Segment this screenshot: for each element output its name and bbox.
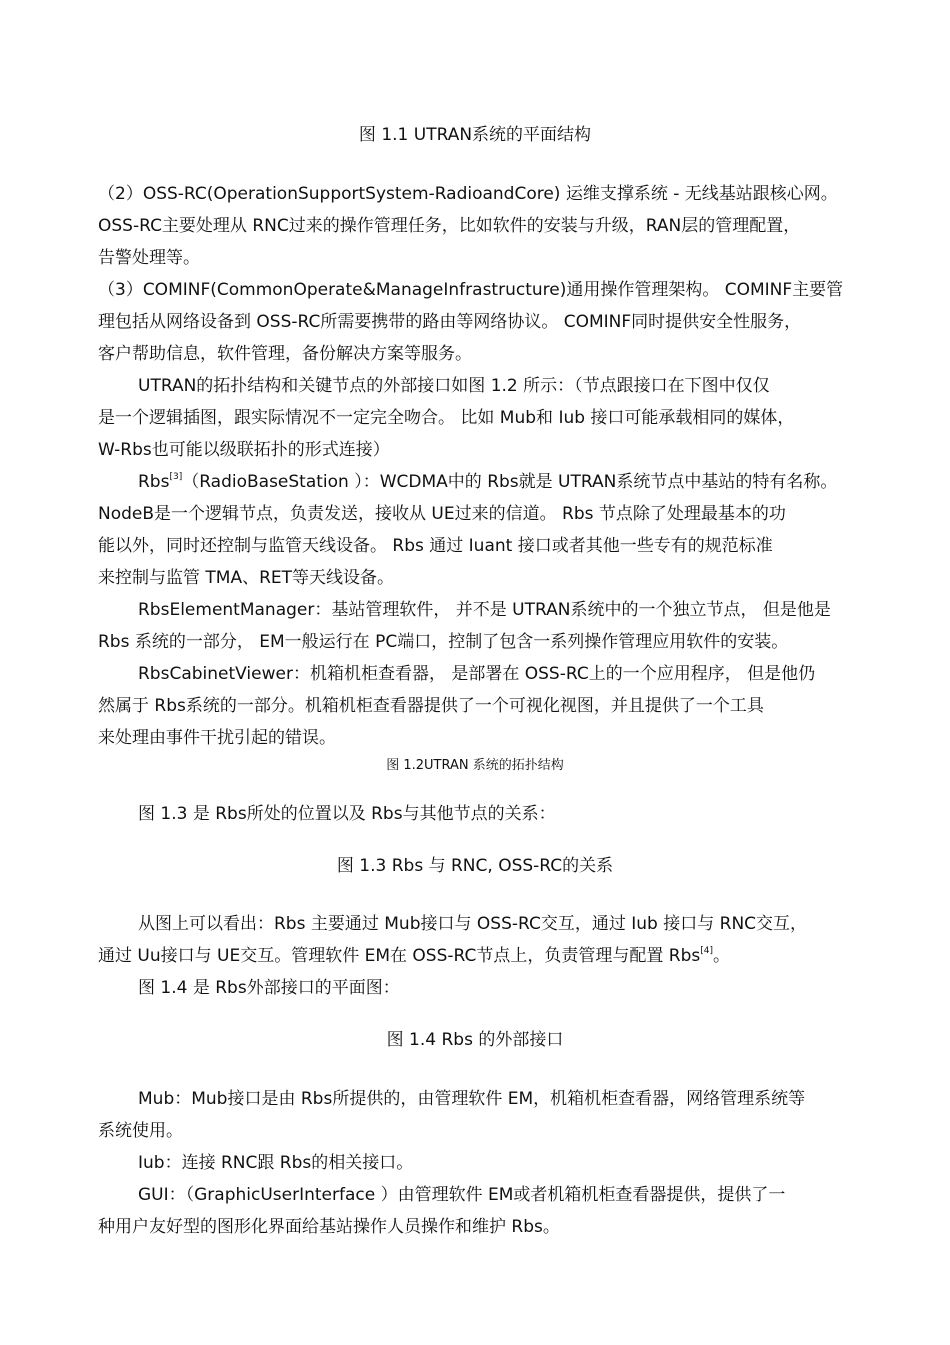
figure-1-3-caption: 图 1.3 Rbs 与 RNC, OSS-RC的关系 [336, 856, 614, 876]
text-line: 图 1.3 是 Rbs所处的位置以及 Rbs与其他节点的关系： [138, 804, 556, 824]
paragraph-from-figure [98, 908, 846, 972]
text-line: 来控制与监管 TMA、RET等天线设备。 [98, 568, 395, 588]
text-line: 客户帮助信息，软件管理，备份解决方案等服务。 [98, 344, 472, 364]
text-line: Mub：Mub接口是由 Rbs所提供的，由管理软件 EM，机箱机柜查看器，网络管理系统等 [138, 1089, 806, 1109]
text-fragment: （RadioBaseStation ）：WCDMA中的 Rbs就是 UTRAN系统节点中基站的特有名称。 [182, 472, 838, 492]
paragraph-utran-topology [98, 370, 846, 466]
text-line: 系统使用。 [98, 1121, 183, 1141]
text-line: Iub：连接 RNC跟 Rbs的相关接口。 [138, 1153, 414, 1173]
text-line [98, 940, 846, 972]
paragraph-mub [98, 1083, 846, 1147]
text-line: OSS-RC主要处理从 RNC过来的操作管理任务，比如软件的安装与升级，RAN层的管理配置， [98, 216, 801, 236]
paragraph-rbs [98, 466, 846, 594]
text-line: RbsElementManager：基站管理软件， 并不是 UTRAN系统中的一个独立节点， 但是他是 [138, 600, 831, 620]
text-line: 是一个逻辑插图，跟实际情况不一定完全吻合。 比如 Mub和 Iub 接口可能承载相同的媒体， [98, 408, 795, 428]
text-line: 理包括从网络设备到 OSS-RC所需要携带的路由等网络协议。 COMINF同时提供安全性服务， [98, 312, 802, 332]
text-line: （3）COMINF(CommonOperate&ManageInfrastructure)通用操作管理架构。 COMINF主要管 [98, 280, 844, 300]
text-line: RbsCabinetViewer：机箱机柜查看器， 是部署在 OSS-RC上的一个应用程序， 但是他仍 [138, 664, 816, 684]
text-line: 然属于 Rbs系统的一部分。机箱机柜查看器提供了一个可视化视图，并且提供了一个工具 [98, 696, 764, 716]
figure-1-1-caption: 图 1.1 UTRAN系统的平面结构 [358, 125, 592, 145]
figure-1-2-caption: 图 1.2UTRAN 系统的拓扑结构 [386, 758, 564, 773]
paragraph-fig14-intro [98, 972, 846, 1004]
paragraph-gui [98, 1179, 846, 1243]
text-fragment: 。 [712, 946, 730, 966]
paragraph-rbs-element-manager [98, 594, 846, 658]
text-line: UTRAN的拓扑结构和关键节点的外部接口如图 1.2 所示：（节点跟接口在下图中仅仅 [138, 376, 770, 396]
paragraph-fig13-intro [98, 798, 846, 830]
reference-4: [4] [700, 946, 713, 956]
paragraph-oss-rc [98, 178, 846, 274]
figure-1-4-caption: 图 1.4 Rbs 的外部接口 [386, 1030, 564, 1050]
text-line: 从图上可以看出：Rbs 主要通过 Mub接口与 OSS-RC交互，通过 Iub 接口与 RNC交互， [138, 914, 808, 934]
text-line: 来处理由事件干扰引起的错误。 [98, 728, 336, 748]
text-line: 能以外，同时还控制与监管天线设备。 Rbs 通过 Iuant 接口或者其他一些专有的规范标准 [98, 536, 773, 556]
text-line: 告警处理等。 [98, 248, 200, 268]
text-fragment: 通过 Uu接口与 UE交互。管理软件 EM在 OSS-RC节点上，负责管理与配置 Rbs [98, 946, 701, 966]
text-line: GUI：（GraphicUserInterface ）由管理软件 EM或者机箱机柜查看器提供，提供了一 [138, 1185, 786, 1205]
text-line: 图 1.4 是 Rbs外部接口的平面图： [138, 978, 400, 998]
text-line: W-Rbs也可能以级联拓扑的形式连接） [98, 440, 390, 460]
reference-3: [3] [169, 472, 183, 482]
text-line: 种用户友好型的图形化界面给基站操作人员操作和维护 Rbs。 [98, 1217, 560, 1237]
text-line [98, 466, 846, 498]
text-line: NodeB是一个逻辑节点，负责发送，接收从 UE过来的信道。 Rbs 节点除了处理最基本的功 [98, 504, 786, 524]
paragraph-rbs-cabinet-viewer [98, 658, 846, 754]
paragraph-iub [98, 1147, 846, 1179]
term-rbs: Rbs [138, 472, 170, 492]
paragraph-cominf [98, 274, 846, 370]
text-line: （2）OSS-RC(OperationSupportSystem-RadioandCore) 运维支撑系统 - 无线基站跟核心网。 [98, 184, 838, 204]
text-line: Rbs 系统的一部分， EM一般运行在 PC端口，控制了包含一系列操作管理应用软件的安装。 [98, 632, 789, 652]
